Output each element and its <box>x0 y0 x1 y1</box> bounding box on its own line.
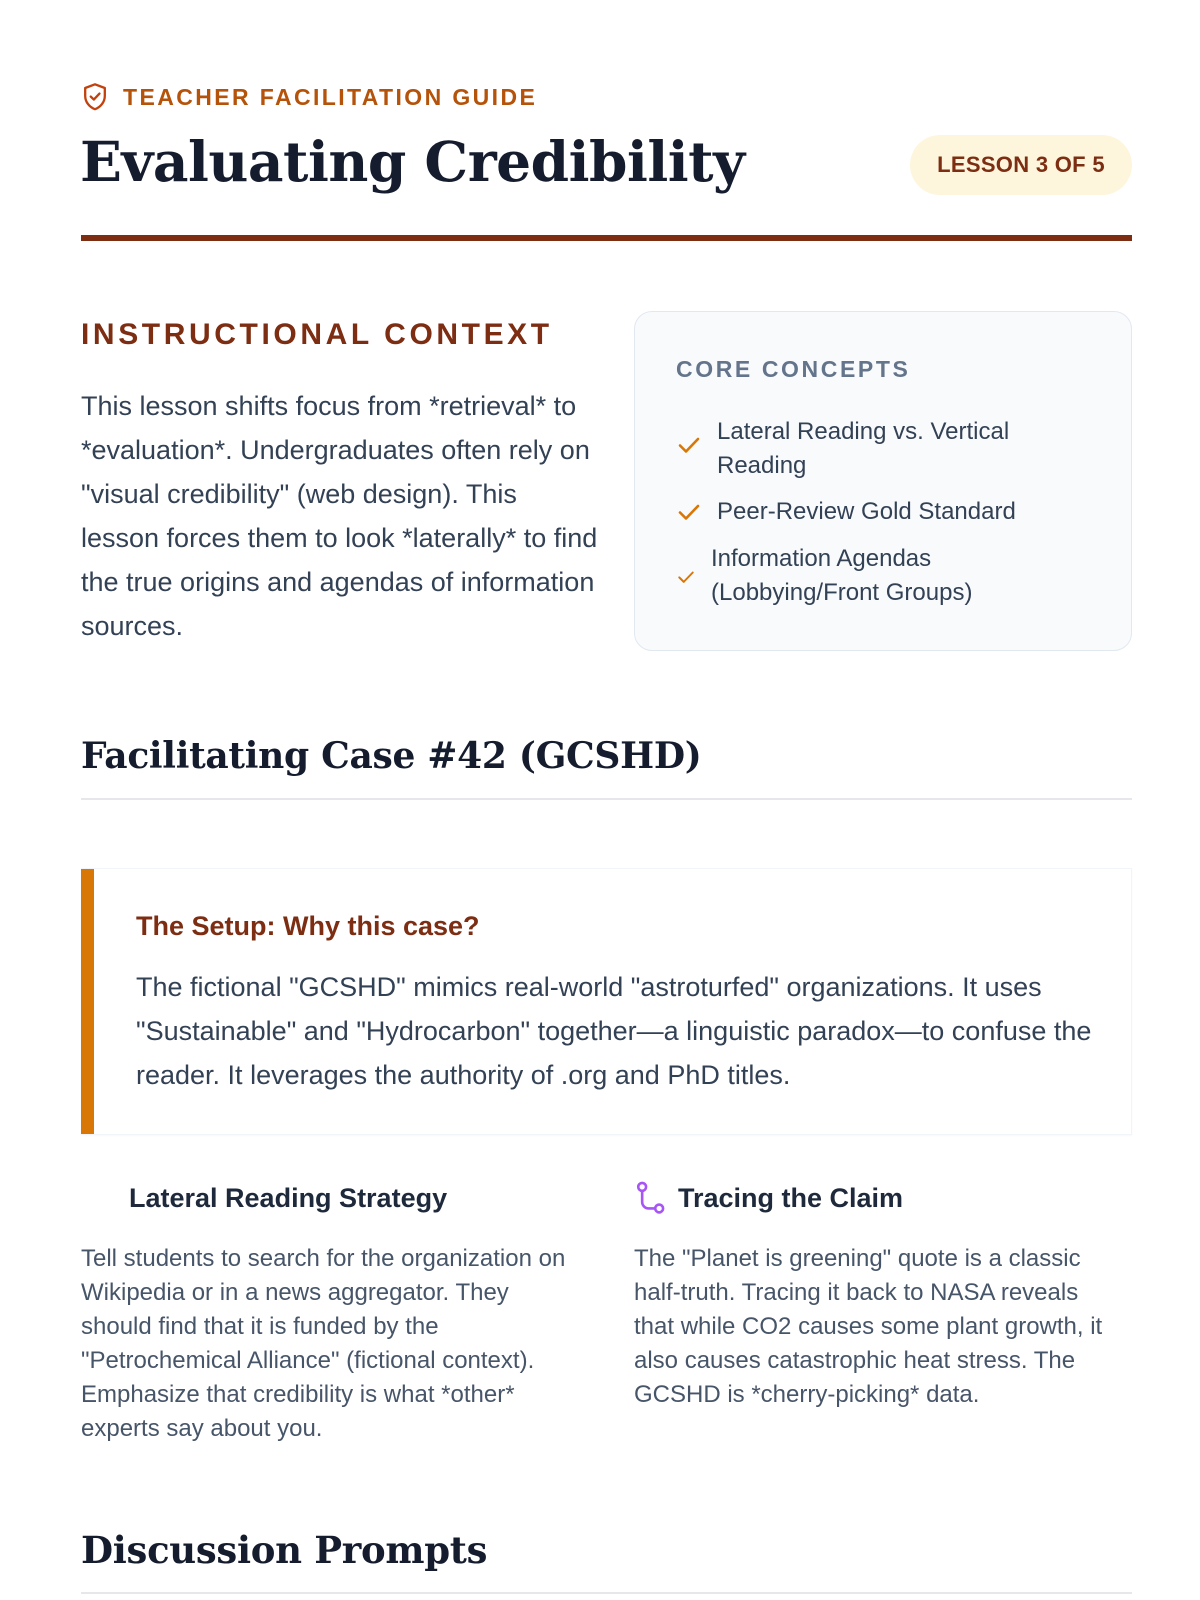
route-icon <box>634 1181 666 1215</box>
discussion-title: Discussion Prompts <box>81 1528 488 1572</box>
setup-card <box>81 868 1132 1135</box>
shield-check-icon <box>81 82 109 112</box>
strategy-title-text: Tracing the Claim <box>678 1182 904 1213</box>
strategy-title-text: Lateral Reading Strategy <box>129 1182 448 1213</box>
header-eyebrow <box>81 82 537 112</box>
context-heading: INSTRUCTIONAL CONTEXT <box>81 318 553 351</box>
setup-accent-bar <box>81 869 94 1134</box>
case-divider <box>81 798 1132 800</box>
strategy-body: Tell students to search for the organization on Wikipedia or in a news aggregator. They should find that it is funded by the "Petrochemical Alliance" (fictional context). Emphasize that credibility is what *other* experts say about you. <box>81 1245 566 1442</box>
setup-body: The fictional "GCSHD" mimics real-world "astroturfed" organizations. It uses "Sustainable" and "Hydrocarbon" together—a linguistic paradox—to confuse the reader. It leverages the authority of .org and PhD titles. <box>136 972 1092 1090</box>
case-title: Facilitating Case #42 (GCSHD) <box>81 735 702 777</box>
lateral-reading-strategy <box>81 1178 571 1446</box>
guide-label: TEACHER FACILITATION GUIDE <box>123 83 538 110</box>
check-icon <box>677 500 701 524</box>
concept-label: Peer-Review Gold Standard <box>717 498 1016 525</box>
concept-label: Information Agendas (Lobbying/Front Groups) <box>711 545 973 606</box>
check-icon <box>677 433 701 457</box>
core-concepts-card <box>634 311 1132 651</box>
header-divider <box>81 235 1132 241</box>
strategy-body: The "Planet is greening" quote is a classic half-truth. Tracing it back to NASA reveals that while CO2 causes some plant growth, it also causes catastrophic heat stress. The GCSHD is *cherry-picking* data. <box>634 1245 1103 1408</box>
concept-label: Lateral Reading vs. Vertical Reading <box>717 418 1010 479</box>
concept-item <box>635 542 1031 610</box>
strategy-title <box>81 1178 571 1218</box>
concept-item <box>635 415 1047 483</box>
lesson-badge: LESSON 3 OF 5 <box>910 135 1132 195</box>
concept-item <box>635 495 1077 529</box>
check-icon <box>677 568 695 586</box>
context-body: This lesson shifts focus from *retrieval* to *evaluation*. Undergraduates often rely on "visual credibility" (web design). This lesson forces them to look *laterally* to find the true origins and agendas of information sources. <box>81 391 598 641</box>
tracing-claim-strategy <box>634 1178 1124 1412</box>
core-concepts-heading: CORE CONCEPTS <box>676 356 911 382</box>
discussion-divider <box>81 1592 1132 1594</box>
strategy-title <box>634 1178 1124 1218</box>
setup-heading: The Setup: Why this case? <box>136 911 480 941</box>
page-title: Evaluating Credibility <box>80 129 745 194</box>
